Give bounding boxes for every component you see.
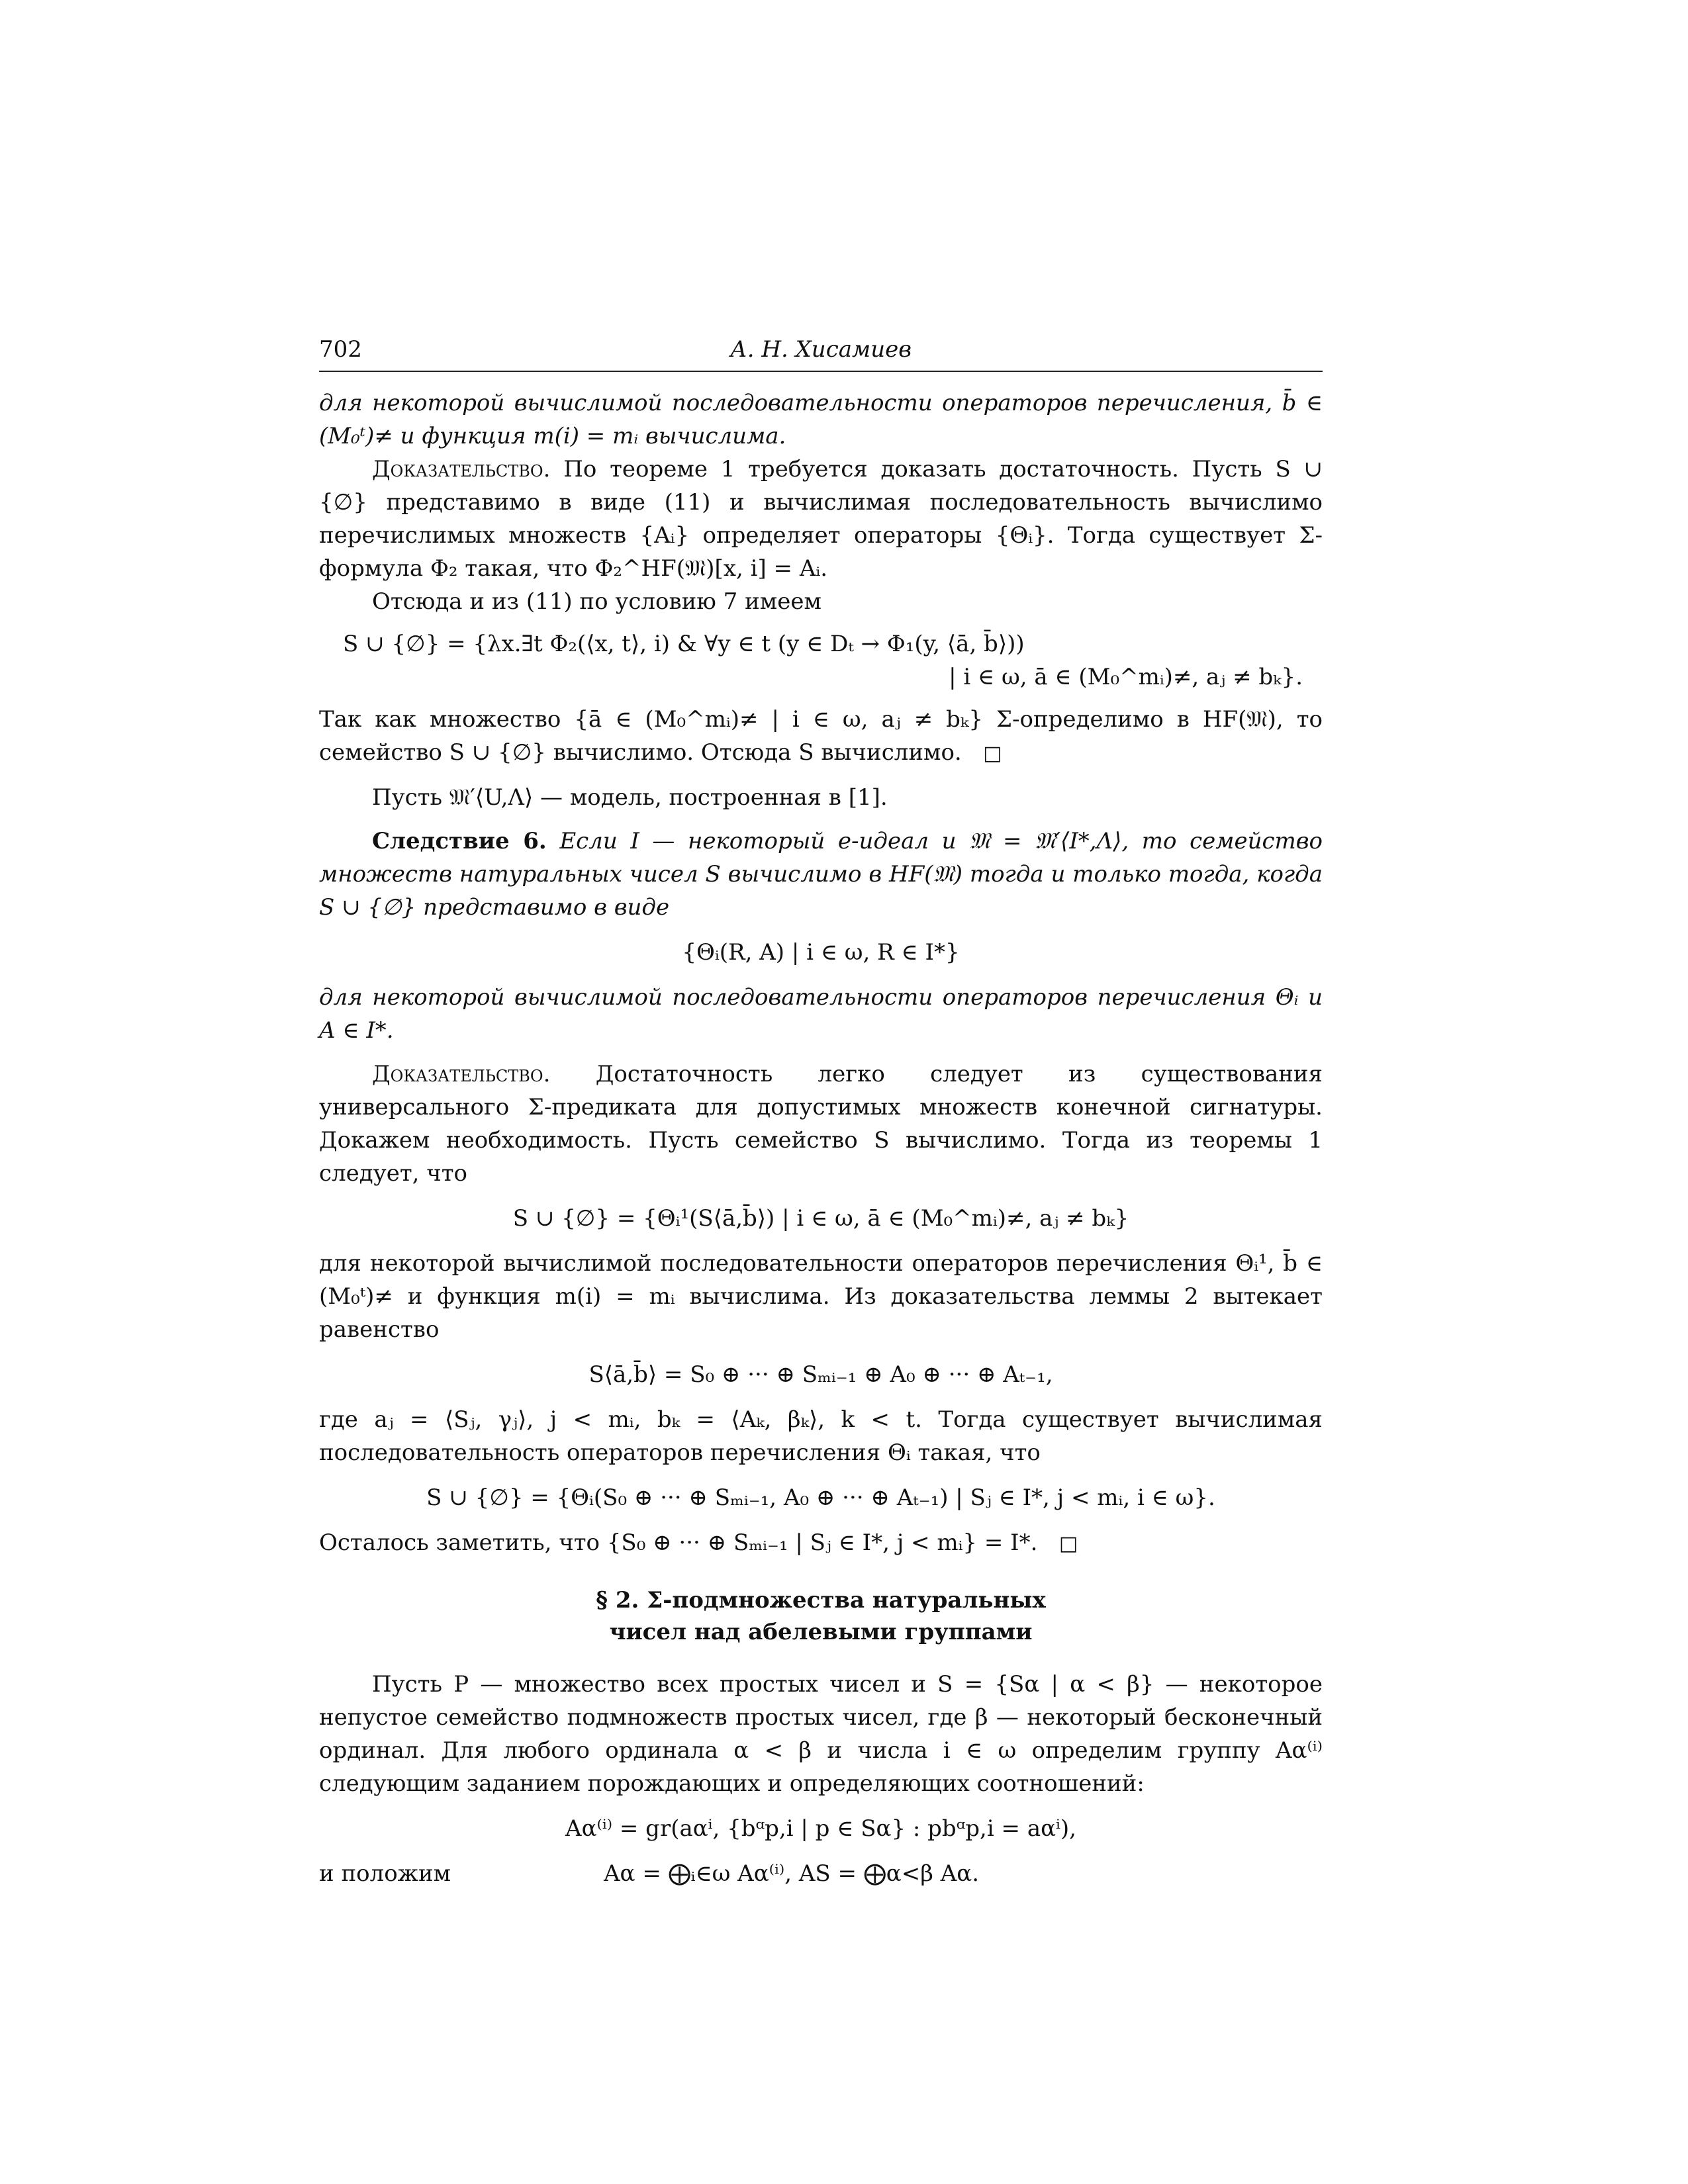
since-text: Так как множество {ā ∈ (M₀^mᵢ)≠ | i ∈ ω, aⱼ ≠ bₖ} Σ-определимо в HF(𝔐), то семейство S ∪ {∅} вычислимо. Отсюда S вычислимо. — [319, 706, 1323, 766]
paragraph-since — [319, 703, 1323, 770]
page — [319, 331, 1323, 1890]
qed-symbol: □ — [983, 742, 1002, 765]
paragraph-model: Пусть 𝔐′⟨U,Λ⟩ — модель, построенная в [1]. — [372, 784, 888, 811]
paragraph-primes: Пусть P — множество всех простых чисел и S = {Sα | α < β} — некоторое непустое семейство подмножеств простых чисел, где β — некоторый бесконечный ординал. Для любого ординала α < β и числа i ∈ ω определим группу Aα⁽ⁱ⁾ следующим заданием порождающих и определяющих соотношений: — [319, 1671, 1323, 1797]
paragraph-remains — [319, 1526, 1323, 1561]
section-heading-line-2: чисел над абелевыми группами — [609, 1619, 1033, 1645]
proof-label-2: Доказательство. — [372, 1061, 551, 1087]
page-number: 702 — [319, 336, 362, 363]
paragraph-enumeration: для некоторой вычислимой последовательности операторов перечисления Θᵢ¹, b̄ ∈ (M₀ᵗ)≠ и функция m(i) = mᵢ вычислима. Из доказательства леммы 2 вытекает равенство — [319, 1250, 1323, 1343]
proof-label: Доказательство. — [372, 456, 551, 482]
equation-5: S ∪ {∅} = {Θᵢ(S₀ ⊕ ··· ⊕ Sₘᵢ₋₁, A₀ ⊕ ··· ⊕ Aₜ₋₁) | Sⱼ ∈ I*, j < mᵢ, i ∈ ω}. — [426, 1484, 1215, 1511]
equation-3: S ∪ {∅} = {Θᵢ¹(S⟨ā,b̄⟩) | i ∈ ω, ā ∈ (M₀^mᵢ)≠, aⱼ ≠ bₖ} — [512, 1205, 1129, 1232]
paragraph-then: Отсюда и из (11) по условию 7 имеем — [372, 588, 821, 615]
article-body — [319, 387, 1323, 1890]
equation-1-line-1: S ∪ {∅} = {λx.∃t Φ₂(⟨x, t⟩, i) & ∀y ∈ t (y ∈ Dₜ → Φ₁(y, ⟨ā, b̄⟩)) — [343, 631, 1025, 657]
closing-row — [319, 1857, 1323, 1890]
qed-symbol-2: □ — [1058, 1532, 1078, 1555]
paragraph-put: и положим — [319, 1860, 451, 1887]
remains-text: Осталось заметить, что {S₀ ⊕ ··· ⊕ Sₘᵢ₋₁ | Sⱼ ∈ I*, j < mᵢ} = I*. — [319, 1529, 1038, 1556]
section-heading-line-1: § 2. Σ-подмножества натуральных — [596, 1587, 1046, 1614]
equation-6: Aα⁽ⁱ⁾ = gr(aαⁱ, {bᵅp,i | p ∈ Sα} : pbᵅp,i = aαⁱ), — [565, 1815, 1076, 1842]
proof-text: По теореме 1 требуется доказать достаточность. Пусть S ∪ {∅} представимо в виде (11) и вычислимая последовательность вычислимо перечислимых множеств {Aᵢ} определяет операторы {Θᵢ}. Тогда существует Σ-формула Φ₂ такая, что Φ₂^HF(𝔐)[x, i] = Aᵢ. — [319, 456, 1323, 582]
paragraph-where: где aⱼ = ⟨Sⱼ, γⱼ⟩, j < mᵢ, bₖ = ⟨Aₖ, βₖ⟩, k < t. Тогда существует вычислимая последовательность операторов перечисления Θᵢ такая, что — [319, 1406, 1323, 1466]
equation-1-line-2: | i ∈ ω, ā ∈ (M₀^mᵢ)≠, aⱼ ≠ bₖ}. — [949, 664, 1303, 690]
paragraph-continuation: для некоторой вычислимой последовательности операторов перечисления, b̄ ∈ (M₀ᵗ)≠ и функция m(i) = mᵢ вычислима. — [319, 390, 1323, 449]
equation-7: Aα = ⨁ᵢ∈ω Aα⁽ⁱ⁾, AS = ⨁α<β Aα. — [604, 1860, 980, 1887]
running-header — [319, 331, 1323, 372]
running-author: А. Н. Хисамиев — [729, 336, 912, 363]
section-heading — [319, 1584, 1323, 1648]
corollary-text: Если I — некоторый e-идеал и 𝔐 = 𝔐′⟨I*,Λ⟩, то семейство множеств натуральных чисел S вычислимо в HF(𝔐) тогда и только тогда, когда S ∪ {∅} представимо в виде — [319, 828, 1323, 921]
proof-text-2: Достаточность легко следует из существования универсального Σ-предиката для допустимых множеств конечной сигнатуры. Докажем необходимость. Пусть семейство S вычислимо. Тогда из теоремы 1 следует, что — [319, 1061, 1323, 1187]
corollary-continuation: для некоторой вычислимой последовательности операторов перечисления Θᵢ и A ∈ I*. — [319, 984, 1323, 1044]
corollary-6 — [319, 825, 1323, 924]
equation-4: S⟨ā,b̄⟩ = S₀ ⊕ ··· ⊕ Sₘᵢ₋₁ ⊕ A₀ ⊕ ··· ⊕ Aₜ₋₁, — [588, 1361, 1053, 1388]
proof-paragraph-1 — [319, 453, 1323, 585]
proof-paragraph-2 — [319, 1058, 1323, 1190]
corollary-label: Следствие 6. — [372, 828, 547, 854]
equation-2: {Θᵢ(R, A) | i ∈ ω, R ∈ I*} — [682, 939, 960, 966]
